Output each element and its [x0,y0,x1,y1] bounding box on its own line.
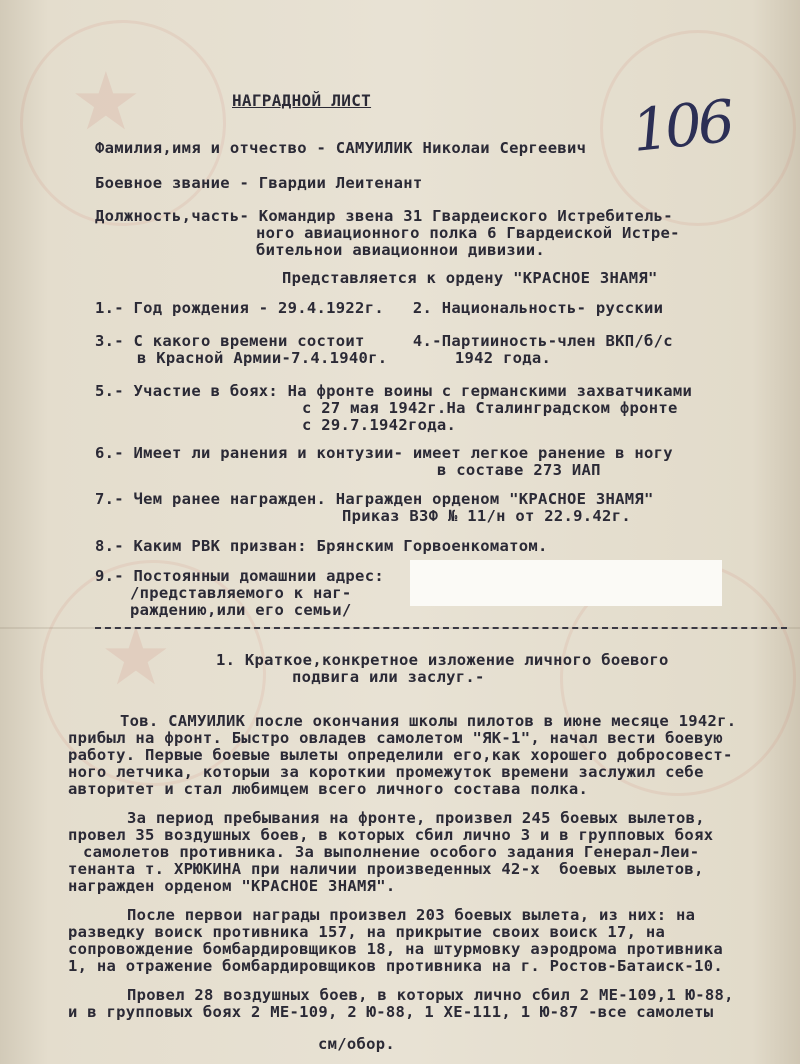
watermark-star-icon: ★ [70,55,142,148]
paragraph-2: самолетов противника. За выполнение особого задания Генерал-Леи- [83,843,700,861]
item-9: раждению,или его семьи/ [130,601,352,619]
item-6: 6.- Имеет ли ранения и контузии- имеет легкое ранение в ногу [95,444,673,462]
paragraph-4: Провел 28 воздушных боев, в которых лично сбил 2 МЕ-109,1 Ю-88, [127,986,734,1004]
item-9: 9.- Постоянныи домашнии адрес: [95,567,384,585]
paragraph-3: 1, на отражение бомбардировщиков противника на г. Ростов-Батаиск-10. [68,957,723,975]
position-line: Должность,часть- Командир звена 31 Гвардеиского Истребитель- [95,207,673,225]
position-line: бительнои авиационнои дивизии. [256,241,545,259]
paragraph-3: сопровождение бомбардировщиков 18, на штурмовку аэродрома противника [68,940,723,958]
watermark-star-icon: ★ [100,610,172,703]
paragraph-1: прибыл на фронт. Быстро овладев самолетом "ЯК-1", начал вести боевую [68,729,723,747]
nomination-line: Представляется к ордену "КРАСНОЕ ЗНАМЯ" [282,269,658,287]
section-heading: 1. Краткое,конкретное изложение личного боевого [216,651,669,669]
fio-line: Фамилия,имя и отчество - САМУИЛИК Николаи Сергеевич [95,139,587,157]
handwritten-number: 106 [628,87,735,165]
item-5: с 27 мая 1942г.На Сталинградском фронте [302,399,678,417]
redacted-address [410,560,722,606]
section-heading: подвига или заслуг.- [292,668,485,686]
position-line: ного авиационного полка 6 Гвардеиской Истре- [256,224,680,242]
item-5: с 29.7.1942года. [302,416,457,434]
paragraph-1: работу. Первые боевые вылеты определили его,как хорошего добросовест- [68,746,733,764]
page-footer: см/обор. [318,1035,396,1053]
paragraph-4: и в групповых боях 2 МЕ-109, 2 Ю-88, 1 ХЕ-111, 1 Ю-87 -все самолеты [68,1003,714,1021]
paragraph-3: После первои награды произвел 203 боевых вылета, из них: на [127,906,696,924]
rank-line: Боевное звание - Гвардии Леитенант [95,174,423,192]
item-5: 5.- Участие в боях: На фронте воины с германскими захватчиками [95,382,693,400]
item-3: в Красной Армии-7.4.1940г. 1942 года. [137,349,552,367]
item-9: /представляемого к наг- [130,584,352,602]
paragraph-1: Тов. САМУИЛИК после окончания школы пилотов в июне месяце 1942г. [120,712,737,730]
paragraph-1: авторитет и стал любимцем всего личного состава полка. [68,780,589,798]
paragraph-3: разведку воиск противника 157, на прикрытие своих воиск 17, на [68,923,666,941]
item-8: 8.- Каким РВК призван: Брянским Горвоенкоматом. [95,537,548,555]
document-title: НАГРАДНОЙ ЛИСТ [232,91,372,110]
paragraph-2: тенанта т. ХРЮКИНА при наличии произведенных 42-х боевых вылетов, [68,860,704,878]
paragraph-2: награжден орденом "КРАСНОЕ ЗНАМЯ". [68,877,396,895]
item-7: 7.- Чем ранее награжден. Награжден орденом "КРАСНОЕ ЗНАМЯ" [95,490,654,508]
item-1: 1.- Год рождения - 29.4.1922г. 2. Национальность- русскии [95,299,664,317]
item-6: в составе 273 ИАП [437,461,601,479]
paragraph-2: За период пребывания на фронте, произвел 245 боевых вылетов, [127,809,705,827]
separator-line [95,627,787,629]
item-7: Приказ ВЗФ № 11/н от 22.9.42г. [342,507,631,525]
item-3: 3.- С какого времени состоит 4.-Партииность-член ВКП/б/с [95,332,673,350]
paragraph-1: ного летчика, которыи за короткии промежуток времени заслужил себе [68,763,704,781]
paragraph-2: провел 35 воздушных боев, в которых сбил лично 3 и в групповых боях [68,826,714,844]
